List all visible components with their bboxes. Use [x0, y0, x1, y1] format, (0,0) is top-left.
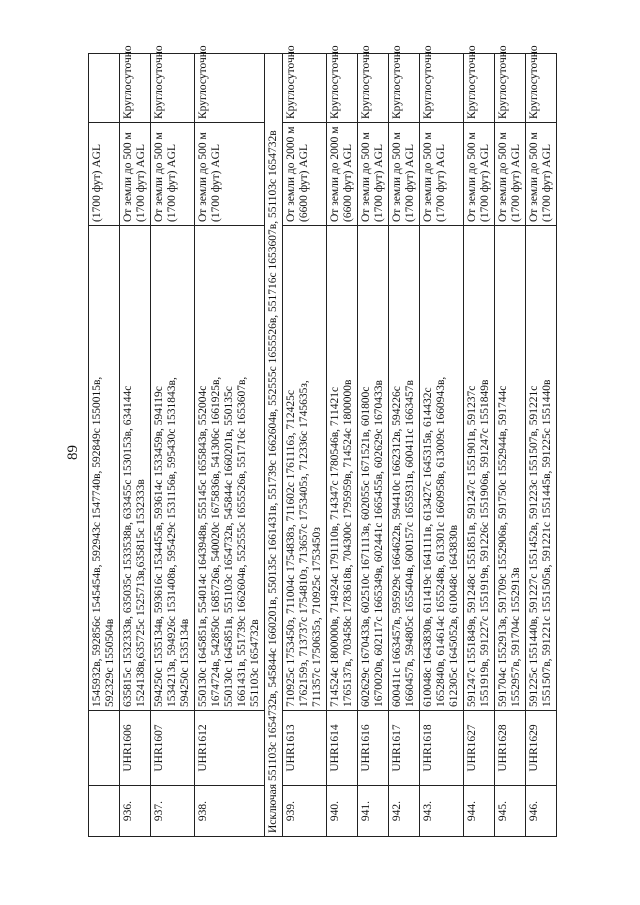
zone-coordinates	[89, 226, 120, 711]
row-number: 940.	[327, 786, 358, 837]
coordinate-line: 600411с 1663457в, 595929с 1664622в, 594410с 1662312в, 594226с	[391, 386, 403, 707]
coordinate-line: 1674724в, 542850с 1685726в, 540020с 1675836в, 541306с 1661925в,	[210, 376, 222, 707]
table-row	[526, 54, 557, 837]
coordinate-line: 610048с 1643830в, 611419с 1641111в, 613427с 1645315в, 614432с	[422, 387, 434, 707]
row-number: 945.	[495, 786, 526, 837]
operating-time: Круглосуточно	[464, 54, 495, 123]
table-body	[89, 45, 557, 837]
zone-coordinates	[151, 226, 195, 711]
exclusion-row	[265, 54, 283, 837]
coordinate-line: 1762159з, 713737с 1754810з, 713657с 1753405з, 712336с 1745635з,	[298, 380, 310, 707]
row-number	[89, 786, 120, 837]
zone-code	[89, 711, 120, 786]
zone-coordinates	[420, 226, 464, 711]
operating-time: Круглосуточно	[526, 54, 557, 123]
table-row	[120, 54, 151, 837]
page-number: 89	[65, 445, 81, 460]
coordinate-line: 1670020в, 602117с 1665349в, 602441с 1665455в, 602629с 1670433в	[373, 380, 385, 707]
table-row	[283, 54, 327, 837]
altitude-limits: От земли до 500 м (1700 фут) AGL	[120, 123, 151, 226]
table-row	[327, 54, 358, 837]
altitude-limits: От земли до 2000 м (6600 фут) AGL	[283, 123, 327, 226]
coordinate-line: 1765137в, 703458с 1783618в, 704300с 1795959в, 714524с 1800000в	[342, 379, 354, 707]
table-row	[389, 54, 420, 837]
operating-time: Круглосуточно	[358, 54, 389, 123]
coordinate-line: 550130с 1645851в, 551103с 1654732в, 545844с 1660201в, 550135с	[223, 386, 235, 707]
row-number: 941.	[358, 786, 389, 837]
table-row	[495, 54, 526, 837]
operating-time	[89, 54, 120, 123]
continuation-row	[89, 54, 120, 837]
operating-time: Круглосуточно	[389, 54, 420, 123]
zone-coordinates	[495, 226, 526, 711]
altitude-limits: От земли до 500 м (1700 фут) AGL	[389, 123, 420, 226]
zone-code: UHR1628	[495, 711, 526, 786]
coordinate-line: 594250с 1535134в	[179, 618, 191, 707]
zone-coordinates	[327, 226, 358, 711]
zone-coordinates	[389, 226, 420, 711]
zone-code: UHR1618	[420, 711, 464, 786]
zone-code: UHR1629	[526, 711, 557, 786]
zone-code: UHR1617	[389, 711, 420, 786]
zone-coordinates	[464, 226, 495, 711]
table-row	[151, 54, 195, 837]
operating-time: Круглосуточно	[120, 54, 151, 123]
coordinate-line: 591247с 1551849в, 591248с 1551851в, 591247с 1551901в, 591237с	[466, 385, 478, 707]
altitude-limits: (1700 фут) AGL	[89, 123, 120, 226]
altitude-limits: От земли до 500 м (1700 фут) AGL	[358, 123, 389, 226]
coordinate-line: 1660457в, 594805с 1655404в, 600157с 1655931в, 600411с 1663457в	[404, 380, 416, 707]
altitude-limits: От земли до 500 м (1700 фут) AGL	[526, 123, 557, 226]
table-row	[358, 54, 389, 837]
row-number: 946.	[526, 786, 557, 837]
operating-time: Круглосуточно	[495, 54, 526, 123]
altitude-limits: От земли до 500 м (1700 фут) AGL	[195, 123, 265, 226]
coordinate-line: 591704с 1552913в, 591709с 1552906в, 591750с 1552944в, 591744с	[497, 385, 509, 707]
zone-code: UHR1612	[195, 711, 265, 786]
row-number: 939.	[283, 786, 327, 837]
coordinate-line: 551103с 1654732в	[249, 619, 261, 707]
zone-coordinates	[283, 226, 327, 711]
coordinate-line: 550130с 1645851в, 554014с 1643948в, 555145с 1655843в, 552004с	[197, 385, 209, 707]
operating-time: Круглосуточно	[195, 54, 265, 123]
zone-code: UHR1627	[464, 711, 495, 786]
coordinate-line: 594250с 1535134в, 593616с 1534455в, 593614с 1533459в, 594119с	[153, 386, 165, 707]
coordinate-line: 1552957в, 591704с 1552913в	[510, 567, 522, 707]
coordinate-line: 1534213в, 594926с 1531408в, 595429с 1531156в, 595430с 1531843в,	[166, 377, 178, 707]
row-number: 942.	[389, 786, 420, 837]
coordinate-line: 1545932в, 592856с 1545454в, 592943с 1547740в, 592849с 1550015в,	[91, 376, 103, 707]
coordinate-line: 602629с 1670433в, 602510с 1671113в, 602055с 1671521в, 601800с	[360, 386, 372, 707]
altitude-limits: От земли до 500 м (1700 фут) AGL	[420, 123, 464, 226]
exclusion-text: Исключая 551103с 1654732в, 545844с 1660201в, 550135с 1661431в, 551739с 1662604в, 552555с 1655526в, 551716с 1653607в, 551103с 1654732в	[265, 54, 283, 837]
table-row	[195, 54, 265, 837]
row-number: 943.	[420, 786, 464, 837]
zone-coordinates	[120, 226, 151, 711]
altitude-limits: От земли до 500 м (1700 фут) AGL	[495, 123, 526, 226]
table-row	[420, 54, 464, 837]
zone-coordinates	[526, 226, 557, 711]
zone-code: UHR1607	[151, 711, 195, 786]
altitude-limits: От земли до 2000 м (6600 фут) AGL	[327, 123, 358, 226]
coordinate-line: 710925с 1753450з, 711004с 1754838з, 711602с 1761116з, 712425с	[285, 390, 297, 707]
altitude-limits: От земли до 500 м (1700 фут) AGL	[464, 123, 495, 226]
row-number: 938.	[195, 786, 265, 837]
coordinate-line: 591225с 1551440в, 591227с 1551452в, 591223с 1551507в, 591221с	[528, 385, 540, 707]
coordinate-line: 612305с 1645052в, 610048с 1643830в	[448, 524, 460, 707]
coordinate-line: 1524138в,635725с 1525713в,635815с 1532333в	[135, 479, 147, 707]
row-number: 944.	[464, 786, 495, 837]
zone-code: UHR1613	[283, 711, 327, 786]
airspace-table	[88, 45, 557, 837]
zone-code: UHR1606	[120, 711, 151, 786]
operating-time: Круглосуточно	[327, 54, 358, 123]
zone-code: UHR1614	[327, 711, 358, 786]
coordinate-line: 592329с 1550504в	[104, 618, 116, 707]
altitude-limits: От земли до 500 м (1700 фут) AGL	[151, 123, 195, 226]
operating-time: Круглосуточно	[151, 54, 195, 123]
coordinate-line: 711357с 1750635з, 710925с 1753450з	[311, 527, 323, 707]
coordinate-line: 1551919в, 591227с 1551919в, 591226с 1551906в, 591247с 1551849в	[479, 379, 491, 707]
coordinate-line: 1652840в, 614614с 1655248в, 613301с 1660958в, 613009с 1660943в,	[435, 376, 447, 707]
coordinate-line: 1551507в, 591221с 1551505в, 591221с 1551445в, 591225с 1551440в	[541, 379, 553, 707]
zone-coordinates	[195, 226, 265, 711]
operating-time: Круглосуточно	[420, 54, 464, 123]
row-number: 937.	[151, 786, 195, 837]
coordinate-line: 714524с 1800000в, 714924с 1791110в, 714347с 1780546в, 711421с	[329, 386, 341, 707]
zone-coordinates	[358, 226, 389, 711]
coordinate-line: 635815с 1532333в, 635035с 1533538в, 633455с 1530153в, 634144с	[122, 385, 134, 707]
coordinate-line: 1661431в, 551739с 1662604в, 552555с 1655526в, 551716с 1653607в,	[236, 376, 248, 707]
zone-code: UHR1616	[358, 711, 389, 786]
row-number: 936.	[120, 786, 151, 837]
operating-time: Круглосуточно	[283, 54, 327, 123]
table-row	[464, 54, 495, 837]
